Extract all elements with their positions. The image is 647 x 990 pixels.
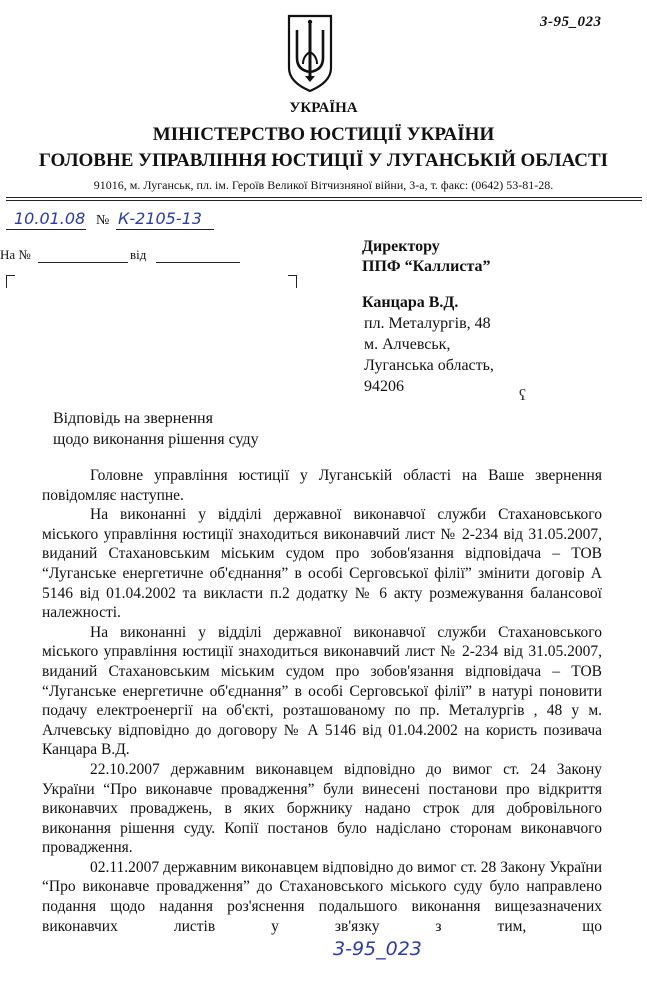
from-underline [156,262,240,263]
handwritten-mark: ʕ [519,387,527,404]
recipient-name: Канцара В.Д. [362,294,459,311]
bottom-document-code: 3-95_023 [333,938,422,960]
registration-number-label: № [96,213,110,228]
body-paragraph: На виконанні у відділі державної виконавчої служби Стахановського міського управління юстиції знаходиться виконавчий лист № 2-234 від 31.05.2007, виданий Стахановським міським судом про зобов'язання відповідача – ТОВ “Луганське енергетичне об'єднання” в особі Серговської філії” змінити договір А 5146 від 01.04.2002 та викласти п.2 додатку № 6 акту розмежування балансової належності. [42,506,602,622]
subject-line-2: щодо виконання рішення суду [53,431,259,448]
registration-date: 10.01.08 [14,209,86,228]
recipient-address-city: м. Алчевськ, [364,336,451,353]
from-label: від [130,247,147,262]
recipient-address-region: Луганська область, [364,357,494,374]
header-rule-thin [6,200,642,201]
header-ministry: МІНІСТЕРСТВО ЮСТИЦІЇ УКРАЇНИ [152,124,495,145]
number-underline [116,229,214,230]
in-reply-label: На № [0,247,31,262]
document-code: 3-95_023 [540,14,602,30]
date-underline [6,229,86,230]
registration-number: К-2105-13 [118,209,202,228]
header-country: УКРАЇНА [289,100,358,116]
subject-line-1: Відповідь на звернення [53,410,213,427]
recipient-title: Директору [362,238,440,255]
in-reply-underline [38,262,128,263]
body-paragraph: 22.10.2007 державним виконавцем відповідно до вимог ст. 24 Закону України “Про виконавче провадження” були винесені постанови про відкриття виконавчих проваджень, в яких боржнику надано строк для добровільного виконання рішення суду. Копії постанов було надіслано сторонам виконавчого провадження. [42,760,602,857]
body-paragraph: 02.11.2007 державним виконавцем відповідно до вимог ст. 28 Закону України “Про виконавче провадження” до Стахановського міського суду було направлено подання щодо надання роз'яснення подальшого виконання вищезазначених виконавчих листів у зв'язку з тим, що [42,858,602,935]
body-paragraph: На виконанні у відділі державної виконавчої служби Стахановського міського управління юстиції знаходиться виконавчий лист № 2-234 від 31.05.2007, виданий Стахановським міським судом про зобов'язання відповідача – ТОВ “Луганське енергетичне об'єднання” в особі Серговської філії” в натурі поновити подачу електроенергії на об'єкті, розташованому по пр. Металургів , 48 у м. Алчевську відповідно до договору № А 5146 від 01.04.2002 на користь позивача Канцара В.Д. [42,623,602,759]
body-paragraph: Головне управління юстиції у Луганській області на Ваше звернення повідомляє наступне. [42,467,602,504]
coat-of-arms-icon [285,12,335,94]
header-address: 91016, м. Луганськ, пл. ім. Героїв Великої Вітчизняної війни, 3-а, т. факс: (0642) 53-81-28. [93,178,554,192]
recipient-company: ППФ “Каллиста” [362,258,491,275]
letter-body [42,466,602,936]
recipient-address-postcode: 94206 [364,378,404,395]
left-bracket-mark [6,275,15,288]
header-department: ГОЛОВНЕ УПРАВЛІННЯ ЮСТИЦІЇ У ЛУГАНСЬКІЙ ОБЛАСТІ [38,150,609,171]
header-rule [6,197,642,198]
right-bracket-mark [288,275,297,288]
recipient-address-street: пл. Металургів, 48 [364,315,491,332]
